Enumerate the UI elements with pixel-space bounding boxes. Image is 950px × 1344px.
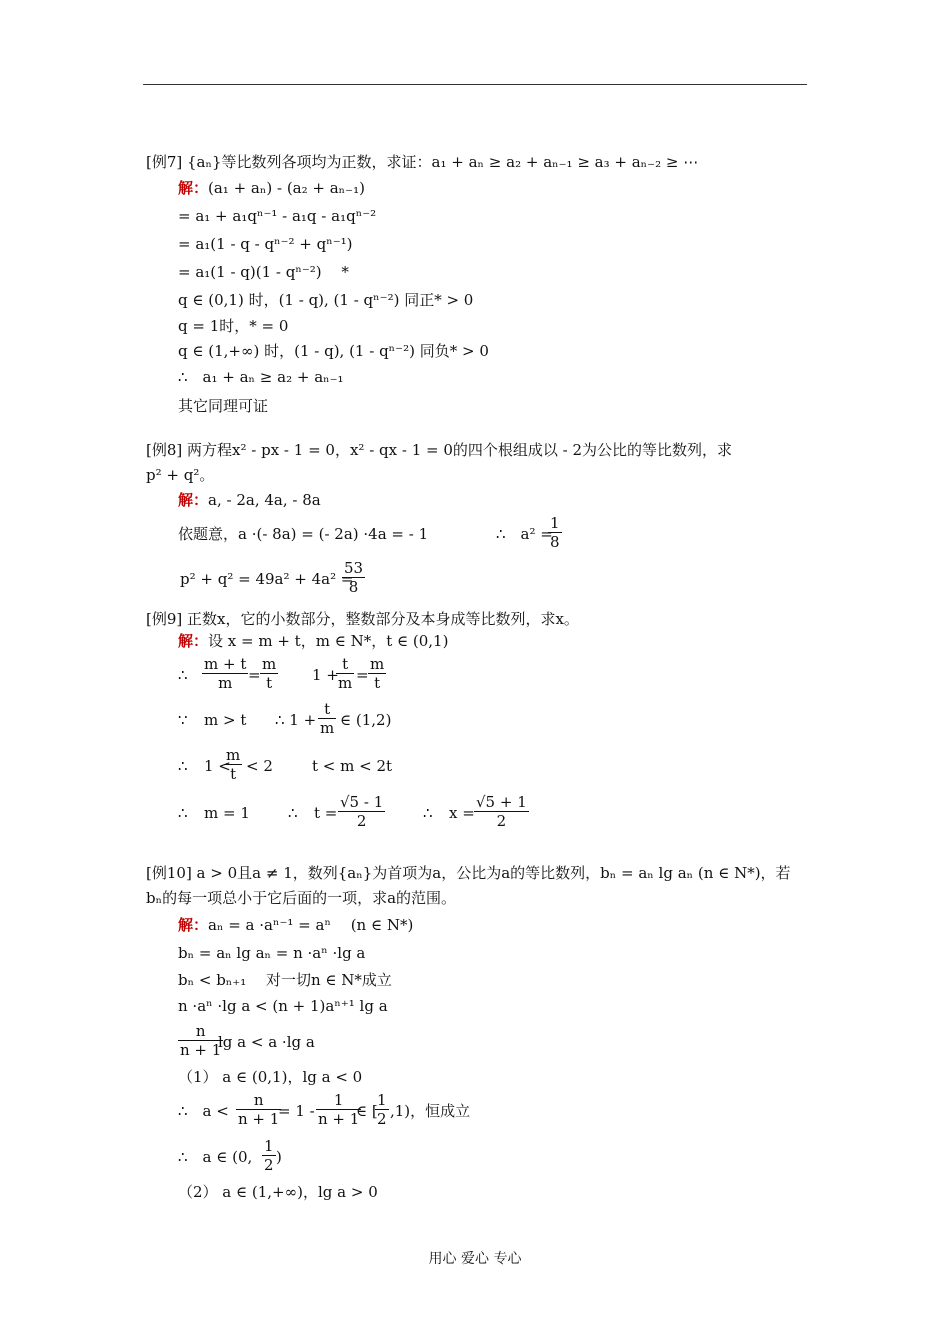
example-9-solution-line [178,631,448,651]
math-line: a, - 2a, 4a, - 8a [208,491,321,509]
math-text: ∈ [ [356,1102,378,1120]
math-line: p² + q² = 49a² + 4a² = [180,570,354,588]
math-line: ∴ a < [178,1102,229,1120]
example-8-title: [例8] 两方程x² - px - 1 = 0，x² - qx - 1 = 0的四个根组成以 - 2为公比的等比数列，求 [146,441,733,459]
math-line: ∴ a₁ + aₙ ≥ a₂ + aₙ₋₁ [178,368,344,386]
math-text: t = [314,804,338,822]
fraction: $\frac{m}{t}$ [262,655,277,692]
example-8-title-cont: p² + q²。 [146,466,215,484]
math-line: q = 1时，* = 0 [178,317,289,335]
math-line: bₙ = aₙ lg aₙ = n ·aⁿ ·lg a [178,944,366,962]
solution-label: 解： [178,916,209,934]
fraction: $\frac{m}{t}$ [226,746,241,783]
fraction: $\frac{1}{2}$ [264,1137,274,1174]
text-line: 其它同理可证 [178,397,269,415]
math-line: 设 x = m + t，m ∈ N*，t ∈ (0,1) [208,632,449,650]
math-line: = a₁ + a₁qⁿ⁻¹ - a₁q - a₁qⁿ⁻² [178,207,377,225]
example-10-title: [例10] a > 0且a ≠ 1，数列{aₙ}为首项为a，公比为a的等比数列，bₙ = aₙ lg aₙ (n ∈ N*)，若 [146,864,791,882]
math-line: 依题意，a ·(- 8a) = (- 2a) ·4a = - 1 [178,525,429,543]
math-text: = 1 - [278,1102,315,1120]
math-text: m > t [204,711,247,729]
math-line: lg a < a ·lg a [218,1033,315,1051]
math-text: t < m < 2t [312,757,393,775]
fraction: $\frac{t}{m}$ [320,700,335,737]
equals: = [356,666,369,684]
math-line: q ∈ (1,+∞) 时，(1 - q), (1 - qⁿ⁻²) 同负* > 0 [178,342,489,360]
math-line: （1） a ∈ (0,1)，lg a < 0 [178,1068,363,1086]
fraction: $\frac{√5 + 1}{2}$ [476,793,527,830]
example-7-solution-line [178,178,365,198]
math-line: （2） a ∈ (1,+∞)，lg a > 0 [178,1183,378,1201]
example-10-title-cont: bₙ的每一项总小于它后面的一项，求a的范围。 [146,889,457,907]
therefore-symbol: ∴ [288,804,298,822]
math-line: n ·aⁿ ·lg a < (n + 1)aⁿ⁺¹ lg a [178,997,388,1015]
therefore-symbol: ∴ [178,804,188,822]
equals: = [248,666,261,684]
math-text: x = [449,804,475,822]
therefore-symbol: ∴ [423,804,433,822]
math-line: ∴ a² = [496,525,553,543]
math-line: aₙ = a ·aⁿ⁻¹ = aⁿ (n ∈ N*) [208,916,414,934]
page-footer: 用心 爱心 专心 [428,1251,522,1267]
math-line: q ∈ (0,1) 时，(1 - q), (1 - qⁿ⁻²) 同正* > 0 [178,291,474,309]
fraction: $\frac{m}{t}$ [370,655,385,692]
math-text: 1 < [204,757,231,775]
math-text: m = 1 [204,804,250,822]
math-text: ,1)，恒成立 [390,1102,471,1120]
fraction: $\frac{1}{n + 1}$ [318,1091,360,1128]
math-text: ) [276,1148,282,1166]
fraction: $\frac{√5 - 1}{2}$ [340,793,384,830]
math-text: ∈ (1,2) [340,711,392,729]
fraction: $\frac{1}{2}$ [377,1091,387,1128]
math-line: = a₁(1 - q - qⁿ⁻² + qⁿ⁻¹) [178,235,353,253]
example-9-title: [例9] 正数x，它的小数部分，整数部分及本身成等比数列，求x。 [146,610,579,628]
example-10-solution-line [178,915,413,935]
therefore-symbol: ∴ [178,757,188,775]
math-line: = a₁(1 - q)(1 - qⁿ⁻²) * [178,263,349,281]
math-line: ∴ a ∈ (0, [178,1148,253,1166]
header-rule [143,84,807,85]
solution-label: 解： [178,632,209,650]
fraction: $\frac{53}{8}$ [344,559,364,596]
solution-label: 解： [178,179,209,197]
math-line: (a₁ + aₙ) - (a₂ + aₙ₋₁) [208,179,365,197]
because-symbol: ∵ [178,711,188,729]
math-text: ∴ 1 + [275,711,317,729]
example-7-title: [例7] {aₙ}等比数列各项均为正数，求证：a₁ + aₙ ≥ a₂ + aₙ₋₁ ≥ a₃ + aₙ₋₂ ≥ ⋯ [146,153,699,171]
fraction: $\frac{n}{n + 1}$ [180,1022,222,1059]
math-text: 1 + [312,666,339,684]
example-8-solution-line [178,490,321,510]
fraction: $\frac{n}{n + 1}$ [238,1091,280,1128]
therefore-symbol: ∴ [178,666,188,684]
fraction: $\frac{t}{m}$ [338,655,353,692]
math-line: bₙ < bₙ₊₁ 对一切n ∈ N*成立 [178,971,392,989]
fraction: $\frac{1}{8}$ [550,514,560,551]
solution-label: 解： [178,491,209,509]
fraction: $\frac{m + t}{m}$ [204,655,247,692]
math-text: < 2 [246,757,273,775]
